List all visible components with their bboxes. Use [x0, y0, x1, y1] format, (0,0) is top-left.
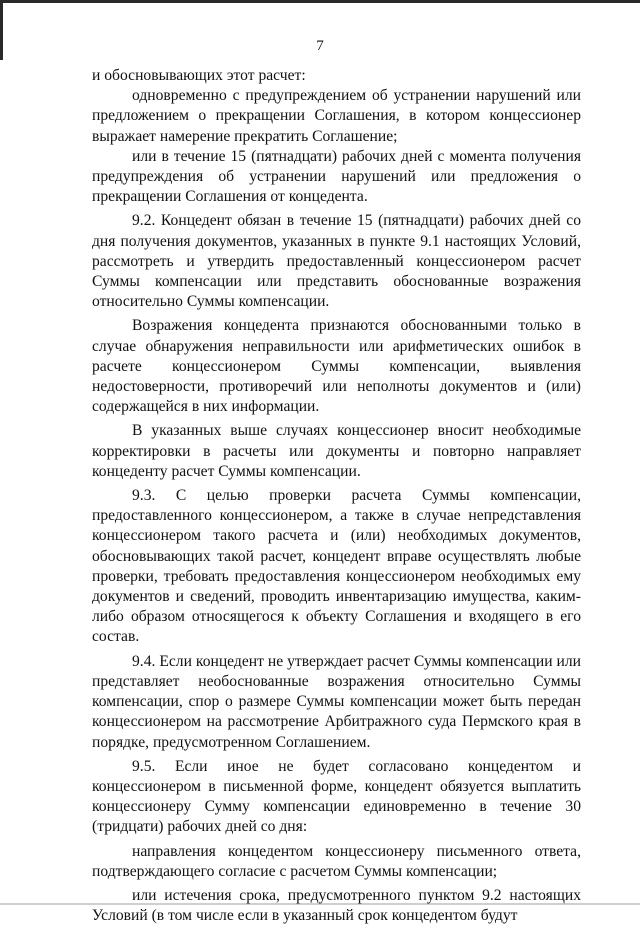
- paragraph: или в течение 15 (пятнадцати) рабочих дней с момента получения предупреждения об устранении нарушений или предложения о прекращении Соглашения от концедента.: [92, 147, 581, 206]
- paragraph-clause-9-4: 9.4. Если концедент не утверждает расчет Суммы компенсации или представляет необоснованные возражения относительно Суммы компенсации, спор о размере Суммы компенсации может быть передан концессионером на рассмотрение Арбитражного суда Пермского края в порядке, предусмотренном Соглашением.: [92, 652, 581, 751]
- document-body: [92, 66, 581, 926]
- paragraph-clause-9-3: 9.3. С целью проверки расчета Суммы компенсации, предоставленного концессионером, а также в случае непредставления концессионером такого расчета и (или) необходимых документов, обосновывающих такой расчет, концедент вправе осуществлять любые проверки, требовать предоставления концессионером необходимых ему документов и сведений, проводить инвентаризацию имущества, каким-либо образом относящегося к объекту Соглашения и входящего в его состав.: [92, 487, 581, 646]
- paragraph: одновременно с предупреждением об устранении нарушений или предложением о прекращении Соглашения, в котором концессионер выражает намерение прекратить Соглашение;: [92, 87, 581, 145]
- paragraph-clause-9-2: 9.2. Концедент обязан в течение 15 (пятнадцати) рабочих дней со дня получения документов, указанных в пункте 9.1 настоящих Условий, рассмотреть и утвердить предоставленный концессионером расчет Суммы компенсации или представить обоснованные возражения относительно Суммы компенсации.: [92, 212, 581, 311]
- paragraph: В указанных выше случаях концессионер вносит необходимые корректировки в расчеты или документы и повторно направляет концеденту расчет Суммы компенсации.: [92, 422, 581, 480]
- paragraph-clause-9-5: 9.5. Если иное не будет согласовано концедентом и концессионером в письменной форме, концедент обязуется выплатить концессионеру Сумму компенсации единовременно в течение 30 (тридцати) рабочих дней со дня:: [92, 757, 581, 836]
- paragraph-continuation: и обосновывающих этот расчет:: [92, 67, 306, 84]
- page-number: 7: [316, 38, 324, 54]
- scan-border-top: [0, 0, 640, 3]
- paragraph: Возражения концедента признаются обоснованными только в случае обнаружения неправильности или арифметических ошибок в расчете концессионером Суммы компенсации, выявления недостоверности, противоречий или неполноты документов и (или) содержащейся в них информации.: [92, 317, 581, 416]
- paragraph: или истечения срока, предусмотренного пунктом 9.2 настоящих Условий (в том числе если в указанный срок концедентом будут: [92, 886, 581, 925]
- paragraph: направления концедентом концессионеру письменного ответа, подтверждающего согласие с расчетом Суммы компенсации;: [92, 842, 581, 880]
